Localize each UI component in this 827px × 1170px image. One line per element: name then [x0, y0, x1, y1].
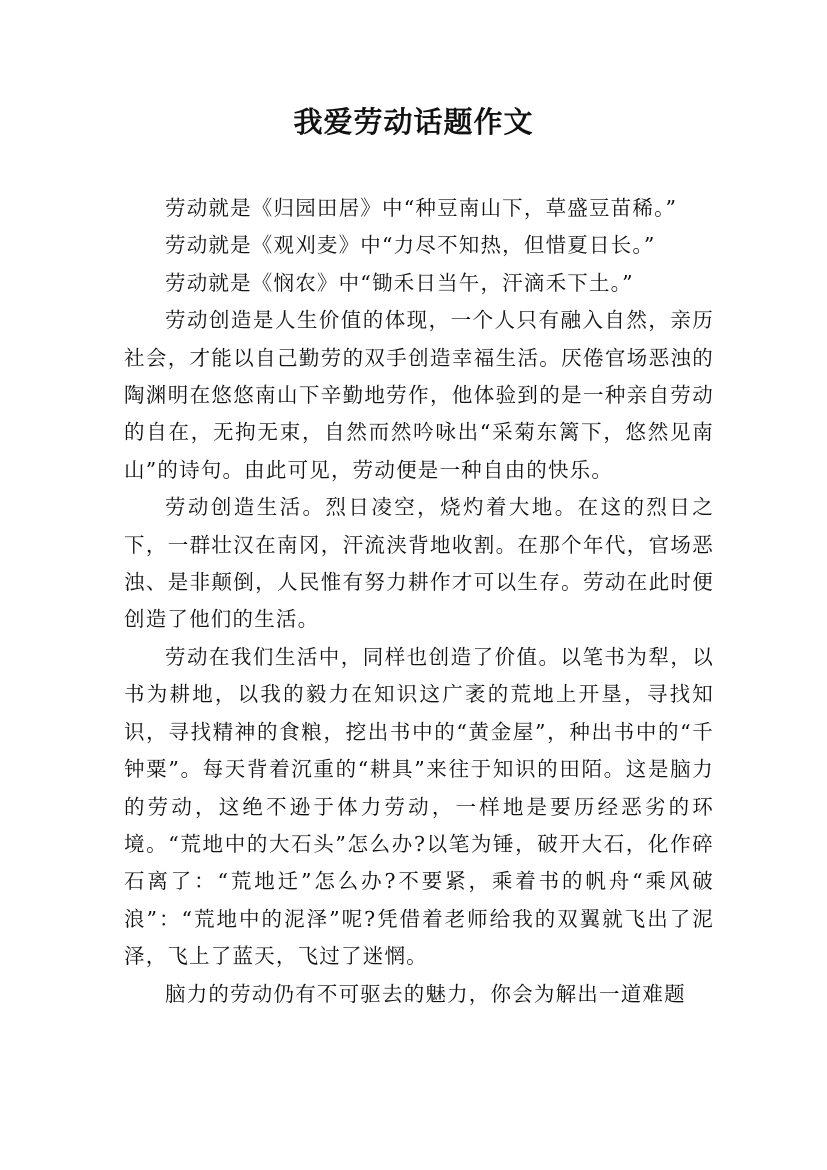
- paragraph-6: 劳动在我们生活中，同样也创造了价值。以笔书为犁，以书为耕地，以我的毅力在知识这广袤的荒地上开垦，寻找知识，寻找精神的食粮，挖出书中的“黄金屋”，种出书中的“千钟粟”。每天背着沉重的“耕具”来往于知识的田陌。这是脑力的劳动，这绝不逊于体力劳动，一样地是要历经恶劣的环境。“荒地中的大石头”怎么办?以笔为锤，破开大石，化作碎石离了：“荒地迁”怎么办?不要紧，乘着书的帆舟“乘风破浪”：“荒地中的泥泽”呢?凭借着老师给我的双翼就飞出了泥泽，飞上了蓝天，飞过了迷惘。: [124, 644, 714, 969]
- paragraph-4: 劳动创造是人生价值的体现，一个人只有融入自然，亲历社会，才能以自己勤劳的双手创造幸福生活。厌倦官场恶浊的陶渊明在悠悠南山下辛勤地劳作，他体验到的是一种亲自劳动的自在，无拘无束，自然而然吟咏出“采菊东篱下，悠然见南山”的诗句。由此可见，劳动便是一种自由的快乐。: [124, 308, 714, 482]
- document-title: 我爱劳动话题作文: [293, 105, 534, 139]
- paragraph-7: 脑力的劳动仍有不可驱去的魅力，你会为解出一道难题: [165, 981, 686, 1006]
- paragraph-2: 劳动就是《观刈麦》中“力尽不知热，但惜夏日长。”: [165, 233, 656, 258]
- paragraph-5: 劳动创造生活。烈日凌空，烧灼着大地。在这的烈日之下，一群壮汉在南冈，汗流浃背地收割。在那个年代，官场恶浊、是非颠倒，人民惟有努力耕作才可以生存。劳动在此时便创造了他们的生活。: [124, 495, 714, 632]
- document-body: [124, 190, 714, 1013]
- paragraph-3: 劳动就是《悯农》中“锄禾日当午，汗滴禾下土。”: [165, 270, 634, 295]
- paragraph-1: 劳动就是《归园田居》中“种豆南山下，草盛豆苗稀。”: [165, 196, 678, 220]
